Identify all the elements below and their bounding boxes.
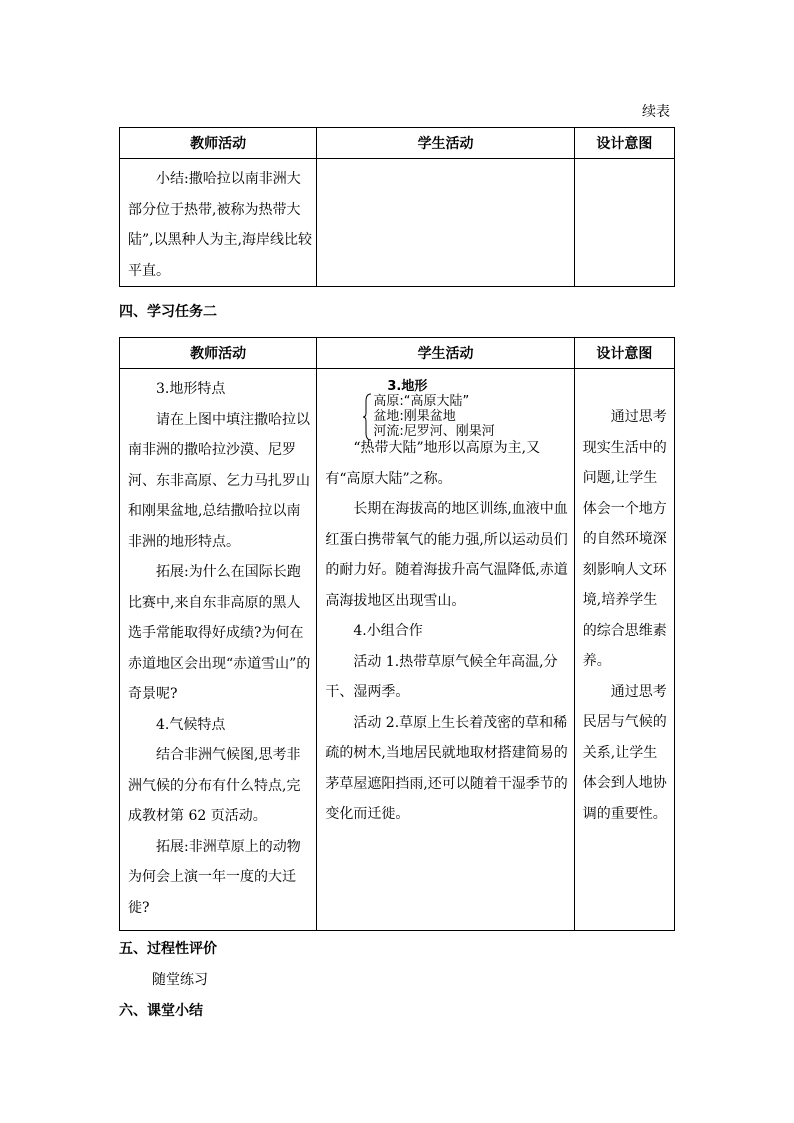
student-paragraph: 活动 1.热带草原气候全年高温,分干、湿两季。 <box>325 653 558 700</box>
header-teacher: 教师活动 <box>120 338 317 369</box>
summary-text: 小结:撒哈拉以南非洲大部分位于热带,被称为热带大陆”,以黑种人为主,海岸线比较平直。 <box>128 171 313 279</box>
diagram-title: 3.地形 <box>387 379 428 394</box>
section-heading: 四、学习任务二 <box>119 304 217 320</box>
header-design: 设计意图 <box>574 128 674 159</box>
student-paragraph: 长期在海拔高的地区训练,血液中血红蛋白携带氧气的能力强,所以运动员们的耐力好。随着海拔升高气温降低,赤道高海拔地区出现雪山。 <box>325 501 568 609</box>
teacher-paragraph: 结合非洲气候图,思考非洲气候的分布有什么特点,完成教材第 62 页活动。 <box>128 747 301 824</box>
teacher-paragraph: 拓展:非洲草原上的动物为何会上演一年一度的大迁徙? <box>128 838 301 916</box>
section-item: 随堂练习 <box>152 972 208 988</box>
design-cell <box>574 159 674 287</box>
section-heading: 六、课堂小结 <box>119 1003 203 1019</box>
teacher-paragraph: 拓展:为什么在国际长跑比赛中,来自东非高原的黑人选手常能取得好成绩?为何在赤道地区会出现“赤道雪山”的奇景呢? <box>128 564 311 702</box>
diagram-line: 河流:尼罗河、刚果河 <box>373 424 495 439</box>
diagram-line: 盆地:刚果盆地 <box>373 409 456 424</box>
continued-label: 续表 <box>642 104 670 120</box>
header-student: 学生活动 <box>317 338 574 369</box>
teacher-paragraph: 4.气候特点 <box>156 716 226 733</box>
header-design: 设计意图 <box>574 338 674 369</box>
section-heading: 五、过程性评价 <box>119 941 217 957</box>
student-paragraph: 活动 2.草原上生长着茂密的草和稀疏的树木,当地居民就地取材搭建简易的茅草屋遮阳挡雨,还可以随着干湿季节的变化而迁徙。 <box>325 714 568 822</box>
student-cell <box>317 369 574 931</box>
header-student: 学生活动 <box>317 128 574 159</box>
teacher-cell <box>120 159 317 287</box>
teacher-paragraph: 3.地形特点 <box>156 381 226 397</box>
diagram-line: 高原:“高原大陆” <box>373 394 470 409</box>
design-paragraph: 通过思考现实生活中的问题,让学生体会一个地方的自然环境深刻影响人文环境,培养学生的综合思维素养。 <box>582 409 667 669</box>
landform-diagram <box>317 377 573 439</box>
teacher-paragraph: 请在上图中填注撒哈拉以南非洲的撒哈拉沙漠、尼罗河、东非高原、乞力马扎罗山和刚果盆地,总结撒哈拉以南非洲的地形特点。 <box>128 411 310 550</box>
student-cell <box>317 159 574 287</box>
brace-icon <box>363 393 373 441</box>
student-paragraph: “热带大陆”地形以高原为主,又有“高原大陆”之称。 <box>325 440 541 487</box>
teacher-cell <box>120 369 317 931</box>
activity-table-1 <box>119 127 675 287</box>
activity-table-2 <box>119 337 675 931</box>
design-paragraph: 通过思考民居与气候的关系,让学生体会到人地协调的重要性。 <box>582 683 667 822</box>
header-teacher: 教师活动 <box>120 128 317 159</box>
student-paragraph: 4.小组合作 <box>353 623 423 639</box>
design-cell <box>574 369 674 931</box>
